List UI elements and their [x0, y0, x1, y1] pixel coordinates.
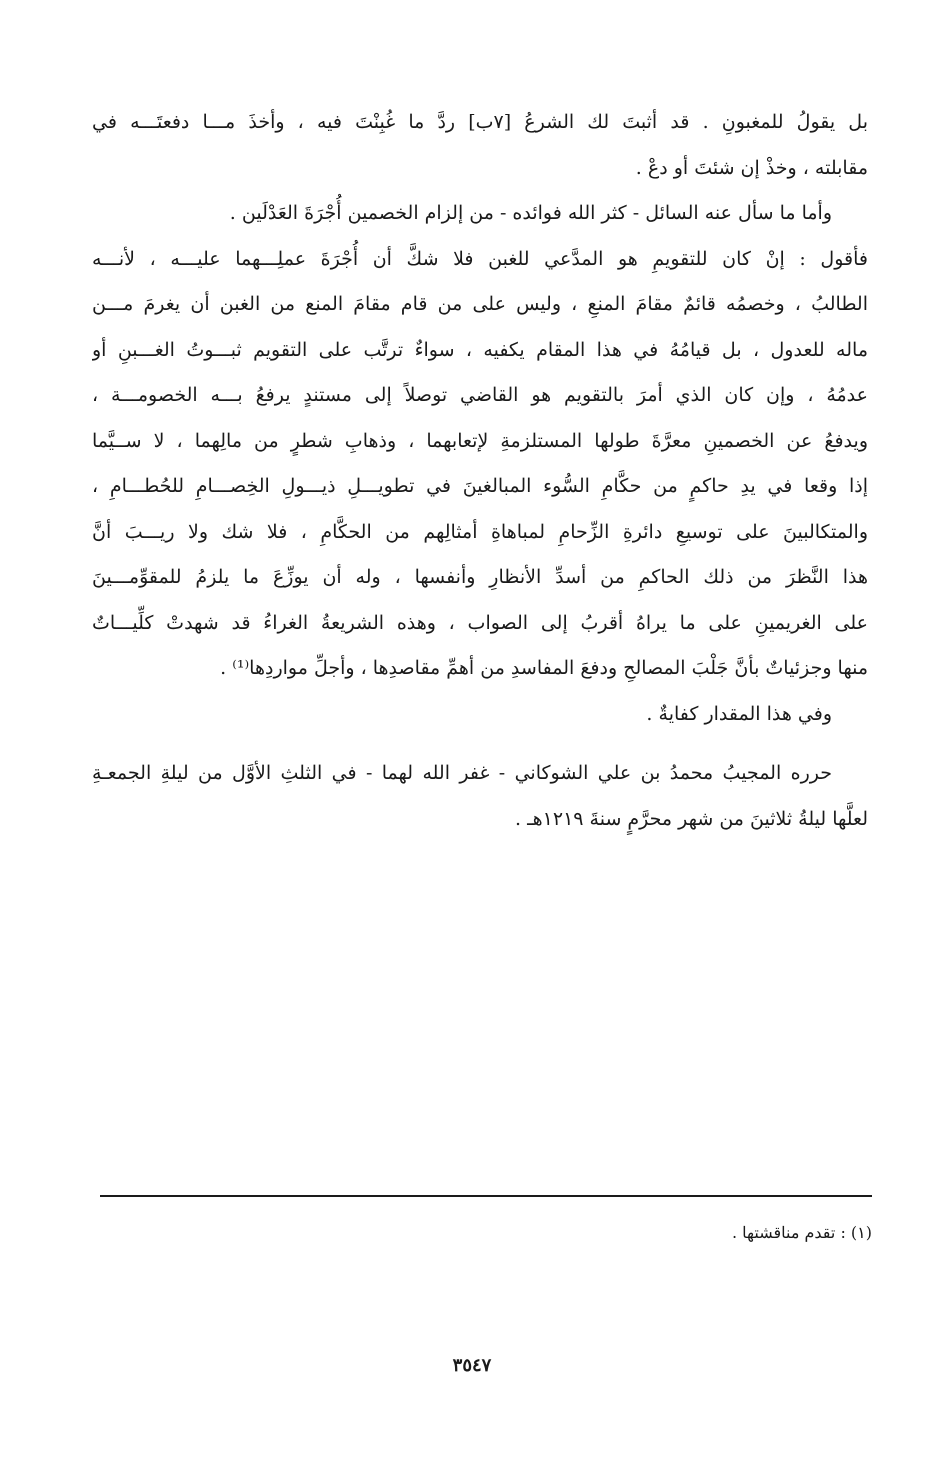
paragraph-gap	[92, 737, 868, 751]
page-number: ٣٥٤٧	[452, 1355, 492, 1376]
colophon-line: لعلَّها ليلةُ ثلاثينَ من شهر محرَّمٍ سنةَ ١٢١٩هـ .	[514, 807, 868, 830]
colophon-line: حرره المجيبُ محمدُ بن علي الشوكاني - غفر الله لهما - في الثلثِ الأوَّل من ليلةِ الجمعـةِ	[92, 762, 832, 784]
text-line: بل يقولُ للمغبونِ . قد أثبتَ لك الشرعُ [٧ب] ردَّ ما غُبِنْتَ فيه ، وأخذَ مـــا دفعتَـــه في	[92, 111, 868, 133]
text-line: منها وجزئياتٌ بأنَّ جَلْبَ المصالحِ ودفعَ المفاسدِ من أهمِّ مقاصدِها ، وأجلِّ مواردِها⁽¹⁾ .	[220, 657, 868, 679]
text-line: على الغريمينِ على ما يراهُ أقربُ إلى الصواب ، وهذه الشريعةُ الغراءُ قد شهدتْ كلِّيـــاتٌ	[92, 611, 868, 634]
text-line: وأما ما سأل عنه السائل - كثر الله فوائده - من إلزام الخصمين أُجْرَةَ العَدْلَين .	[229, 202, 832, 224]
text-line: عدمُهُ ، وإن كان الذي أمرَ بالتقويم هو القاضي توصلاً إلى مستندٍ يرفعُ بـــه الخصومـــة ،	[92, 384, 868, 406]
text-line: ويدفعُ عن الخصمينِ معرَّةَ طولها المستلزمةِ لإتعابهما ، وذهابِ شطرٍ من مالِهما ، لا ســيَّما	[92, 429, 868, 452]
text-line: إذا وقعا في يدِ حاكمٍ من حكَّامِ السُّوء المبالغينَ في تطويـــلِ ذيـــولِ الخِصـــامِ للحُطـــامِ ،	[92, 475, 868, 497]
text-line: الطالبُ ، وخصمُه قائمٌ مقامَ المنعِ ، وليس على من قام مقامَ المنع من الغبن أن يغرمَ مـــن	[92, 293, 868, 315]
text-line: هذا النَّظرَ من ذلك الحاكمِ من أسدِّ الأنظارِ وأنفسها ، وله أن يوزِّعَ ما يلزمُ للمقوِّمـــينَ	[92, 566, 868, 588]
text-line: والمتكالبينَ على توسيعِ دائرةِ الزِّحامِ لمباهاةِ أمثالِهم من الحكَّامِ ، فلا شك ولا ريـــبَ أنَّ	[92, 520, 868, 543]
text-line: مقابلته ، وخذْ إن شئتَ أو دعْ .	[635, 156, 868, 179]
footnote-divider	[100, 1195, 872, 1197]
main-text-block	[92, 100, 868, 842]
text-line: فأقول : إنْ كان للتقويمِ هو المدَّعي للغبن فلا شكَّ أن أُجْرَةَ عملِـــهما عليـــه ، لأنـــه	[92, 247, 868, 270]
footnote: (١) : تقدم مناقشتها .	[731, 1223, 872, 1242]
text-line: ماله للعدول ، بل قيامُهُ في هذا المقام يكفيه ، سواءٌ ترتَّب على التقويم ثبـــوتُ الغـــبنِ أو	[92, 338, 868, 361]
text-line: وفي هذا المقدار كفايةٌ .	[646, 702, 832, 725]
